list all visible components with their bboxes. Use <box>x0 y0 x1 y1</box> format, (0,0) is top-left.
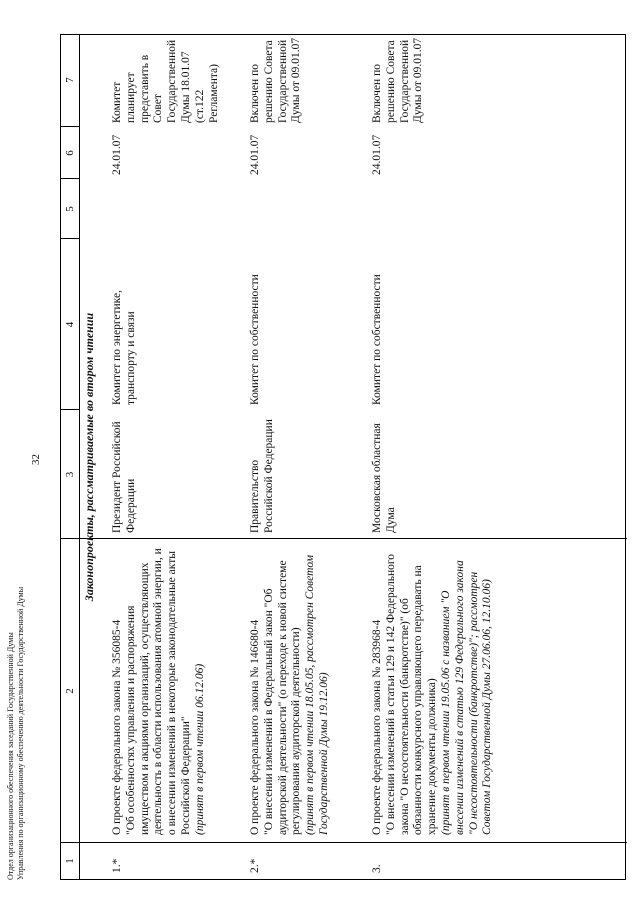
column-header-5: 5 <box>64 206 76 212</box>
column-header-6: 6 <box>64 150 76 156</box>
footer-line-2: Управления по организационному обеспечению деятельности Государственной Думы <box>16 586 25 880</box>
section-title: Законопроекты, рассматриваемые во втором чтении <box>82 312 96 602</box>
page-number: 32 <box>30 454 42 465</box>
responsible-committee: Комитет по собственности <box>371 274 383 405</box>
bill-cell <box>249 545 332 835</box>
column-header-4: 4 <box>64 321 76 328</box>
bill-title: О проекте федерального закона № 356085-4 <box>111 619 123 835</box>
row-number: 2.* <box>249 858 261 873</box>
header-divider <box>79 35 80 879</box>
bill-cell <box>111 545 208 835</box>
bill-title: О проекте федерального закона № 283968-4 <box>371 619 383 835</box>
initiator: Президент Российской Федерации <box>111 421 137 533</box>
column-header-1: 1 <box>64 858 76 864</box>
bill-note: (принят в первом чтении 06.12.06) <box>193 663 206 835</box>
responsible-committee: Комитет по собственности <box>249 274 261 405</box>
bill-description: "О внесении изменений в статьи 129 и 142 Федерального закона "О несостоятельности (банкротстве)" (об обязанности конкурсного управляющего передавать на хранение документы должника) <box>384 553 439 835</box>
review-date: 24.01.07 <box>249 134 261 175</box>
column-header-3: 3 <box>64 471 76 478</box>
bill-title: О проекте федерального закона № 146680-4 <box>249 619 261 835</box>
column-header-2: 2 <box>64 688 76 694</box>
agenda-table <box>60 34 626 880</box>
row-number: 1.* <box>111 858 123 873</box>
rotated-page <box>6 30 630 890</box>
review-date: 24.01.07 <box>371 134 383 175</box>
status-note: Включен по решению Совета Государственной Думы от 09.01.07 <box>249 37 303 123</box>
initiator: Правительство Российской Федерации <box>249 419 275 533</box>
col-divider <box>61 538 627 539</box>
status-note: Комитет планирует представить в Совет Государственной Думы 18.01.07 (ст.122 Регламента) <box>111 39 220 123</box>
bill-description: "Об особенностях управления и распоряжения имуществом и акциями организаций, осуществляющих деятельность в области использования атомной энергии, и о внесении изменений в некоторые законодательные акты Российской Федерации" <box>124 548 192 835</box>
review-date: 24.01.07 <box>111 134 123 175</box>
col-divider <box>61 842 627 843</box>
column-header-7: 7 <box>64 77 76 83</box>
bill-cell <box>371 545 495 835</box>
bill-note: (принят в первом чтении 19.05.06 с названием "О внесении изменений в статью 129 Федерального закона "О несостоятельности (банкротстве)"; рассмотрен Советом Государственной Думы 27.06.06, 12.10.06) <box>439 560 494 835</box>
responsible-committee: Комитет по энергетике, транспорту и связи <box>111 290 137 405</box>
initiator: Московская областная Дума <box>371 423 397 533</box>
footer-line-1: Отдел организационного обеспечения заседаний Государственной Думы <box>6 632 15 880</box>
bill-description: "О внесении изменений в Федеральный закон "Об аудиторской деятельности" (о переходе к новой системе регулирования аудиторской деятельности) <box>262 560 303 835</box>
row-number: 3. <box>371 864 383 873</box>
status-note: Включен по решению Совета Государственной Думы от 09.01.07 <box>371 37 425 123</box>
bill-note: (принят в первом чтении 18.05.05, рассмотрен Советом Государственной Думы 19.12.06) <box>304 554 330 835</box>
